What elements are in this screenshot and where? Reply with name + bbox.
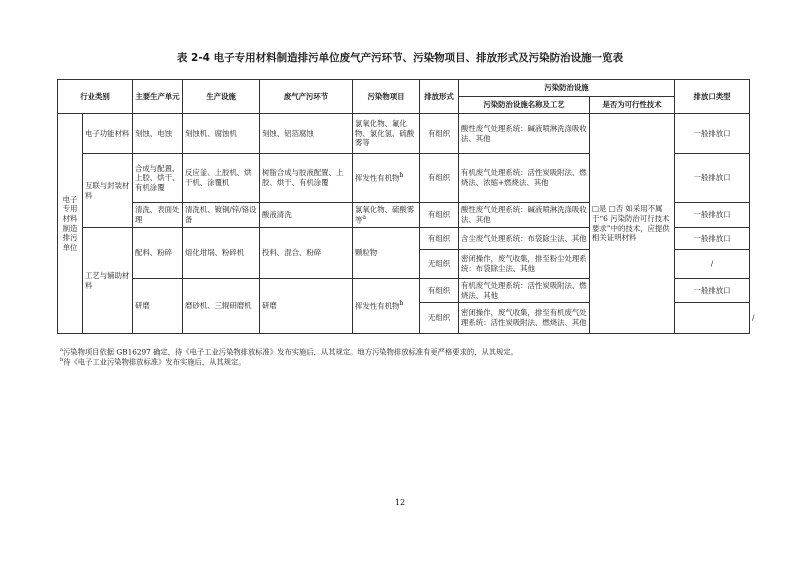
note-b-mark: b (60, 357, 64, 364)
control-cell: 密闭操作，废气收集，排至粉尘处理系统：布袋除尘法、其他 (459, 250, 590, 279)
header-product: 主要生产单元 (133, 80, 183, 114)
table-notes (60, 347, 750, 368)
table-caption: 表 2-4 电子专用材料制造排污单位废气产污环节、污染物项目、排放形式及污染防治设施一览表 (176, 52, 624, 64)
pollutant-cell (353, 154, 420, 203)
product-cell: 清洗、表面处理 (133, 203, 183, 228)
form-cell: 有组织 (420, 114, 459, 154)
outlet-cell: 一般排放口 (675, 154, 750, 203)
pollutant-text: 挥发性有机物 (355, 173, 400, 183)
facility-cell: 清洗机、镀铜/锌/铬设备 (183, 203, 260, 228)
form-cell: 有组织 (420, 228, 459, 250)
group-cell: 互联与封装材料 (83, 154, 133, 228)
note-b-text: 待《电子工业污染物排放标准》发布实施后，从其规定。 (63, 357, 246, 367)
product-cell: 刻蚀、电蚀 (133, 114, 183, 154)
outlet-cell: / (675, 250, 750, 279)
header-control-group: 污染防治设施 (459, 80, 675, 97)
header-facility: 生产设施 (183, 80, 260, 114)
form-cell: 有组织 (420, 154, 459, 203)
facility-cell: 磨砂机、三辊研磨机 (183, 279, 260, 334)
group-cell: 电子功能材料 (83, 114, 133, 154)
product-cell: 研磨 (133, 279, 183, 334)
header-pollutant: 污染物项目 (353, 80, 420, 114)
stage-cell: 研磨 (260, 279, 353, 334)
stage-cell: 刻蚀、铝箔腐蚀 (260, 114, 353, 154)
footnote-mark: b (399, 300, 404, 308)
feasible-cell (675, 303, 750, 334)
header-control-name: 污染防治设施名称及工艺 (459, 97, 590, 114)
pollutant-cell: 颗粒物 (353, 228, 420, 279)
group-cell: 工艺与辅助材料 (83, 228, 133, 334)
product-cell: 配料、粉碎 (133, 228, 183, 279)
outlet-cell: 一般排放口 (675, 203, 750, 228)
pollutant-text: 氯氧化物、硫酸雾等 (355, 204, 415, 225)
feasible-cell: □是 □否 如采用不属于“6 污染防治可行技术要求”中的技术，应提供相关证明材料 (590, 114, 675, 334)
facility-cell: 反应釜、上胶机、烘干机、涂覆机 (183, 154, 260, 203)
form-cell: 有组织 (420, 203, 459, 228)
stage-cell: 树脂合成与胶液配置、上胶、烘干、有机涂覆 (260, 154, 353, 203)
outlet-cell: 一般排放口 (675, 228, 750, 250)
header-stage: 废气产污环节 (260, 80, 353, 114)
pollutant-cell (353, 203, 420, 228)
note-a-text: 污染物项目依据 GB16297 确定，待《电子工业污染物排放标准》发布实施后，从其规定。地方污染物排放标准有更严格要求的，从其规定。 (62, 347, 518, 357)
control-cell: 酸性废气处理系统：碱液喷淋洗涤吸收法、其他 (459, 203, 590, 228)
facility-cell: 刻蚀机、腐蚀机 (183, 114, 260, 154)
control-cell: 有机废气处理系统：活性炭吸附法、燃烧法、其他 (459, 279, 590, 303)
pollutant-text: 挥发性有机物 (355, 301, 400, 311)
stage-cell: 投料、混合、粉碎 (260, 228, 353, 279)
note-b (60, 357, 750, 367)
outlet-cell: 一般排放口 (675, 279, 750, 303)
header-form: 排放形式 (420, 80, 459, 114)
note-a-mark: a (60, 347, 63, 353)
page-number: 12 (394, 498, 406, 507)
header-outlet: 排放口类型 (675, 80, 750, 114)
control-cell: 酸性废气处理系统：碱液喷淋洗涤吸收法、其他 (459, 114, 590, 154)
footnote-mark: b (399, 172, 404, 180)
facility-cell: 熔化坩埚、粉碎机 (183, 228, 260, 279)
control-cell: 密闭操作，废气收集，排至有机废气处理系统：活性炭吸附法、燃烧法、其他 (459, 303, 590, 334)
form-cell: 有组织 (420, 279, 459, 303)
industry-cell: 电子专用材料制造排污单位 (58, 114, 83, 334)
header-feasible: 是否为可行性技术 (590, 97, 675, 114)
footnote-mark: a (362, 214, 367, 222)
pollutant-cell: 氯氧化物、氟化物、氯化氢、硫酸雾等 (353, 114, 420, 154)
pollutant-cell (353, 279, 420, 334)
control-cell: 含尘废气处理系统：布袋除尘法、其他 (459, 228, 590, 250)
stage-cell: 酸液清洗 (260, 203, 353, 228)
form-cell: 无组织 (420, 250, 459, 279)
note-a (60, 347, 750, 357)
header-industry: 行业类别 (58, 80, 133, 114)
outlet-cell: 一般排放口 (675, 114, 750, 154)
form-cell: 无组织 (420, 303, 459, 334)
pollution-table: 行业类别 主要生产单元 生产设施 废气产污环节 污染物项目 排放形式 污染防治设施 排放口类型 污染防治设施名称及工艺 是否为可行性技术 电子专用材料制造排污单位 电子功能材料 刻蚀、电蚀 刻蚀机、腐蚀机 刻蚀、铝箔腐蚀 氯氧化物、氟化物、氯化氢、硫酸雾等 有组织 酸性废气处理系统：碱液喷淋洗涤吸收法、其他 □是 □否 如采用不属于“6 污染防治可行技术要求”中的技术，应提供相关证明材料 一般排放口 互联与封装材料 合成与配置、上胶、烘干、有机涂覆 反应釜、上胶机、烘干机、涂覆机 树脂合成与胶液配置、上胶、烘干、有机涂覆 挥发性有机物$^b$ 有组织 有机废气处理系统：活性炭吸附法、燃烧法、浓缩+燃烧法、其他 一般排放口 清洗、表面处理 清洗机、镀铜/锌/铬设备 酸液清洗 氯氧化物、硫酸雾等$^a$ 有组织 酸性废气处理系统：碱液喷淋洗涤吸收法、其他 一般排放口 工艺与辅助材料 配料、粉碎 熔化坩埚、粉碎机 投料、混合、粉碎 颗粒物 有组织 含尘废气处理系统：布袋除尘法、其他 一般排放口 无组织 密闭操作，废气收集，排至粉尘处理系统：布袋除尘法、其他 / 研磨 磨砂机、三辊研磨机 研磨 挥发性有机物$^b$ 有组织 有机废气处理系统：活性炭吸附法、燃烧法、其他 一般排放口 无组织 密闭操作，废气收集，排至有机废气处理系统：活性炭吸附法、燃烧法、其他 / (57, 79, 750, 334)
control-cell: 有机废气处理系统：活性炭吸附法、燃烧法、浓缩+燃烧法、其他 (459, 154, 590, 203)
product-cell: 合成与配置、上胶、烘干、有机涂覆 (133, 154, 183, 203)
